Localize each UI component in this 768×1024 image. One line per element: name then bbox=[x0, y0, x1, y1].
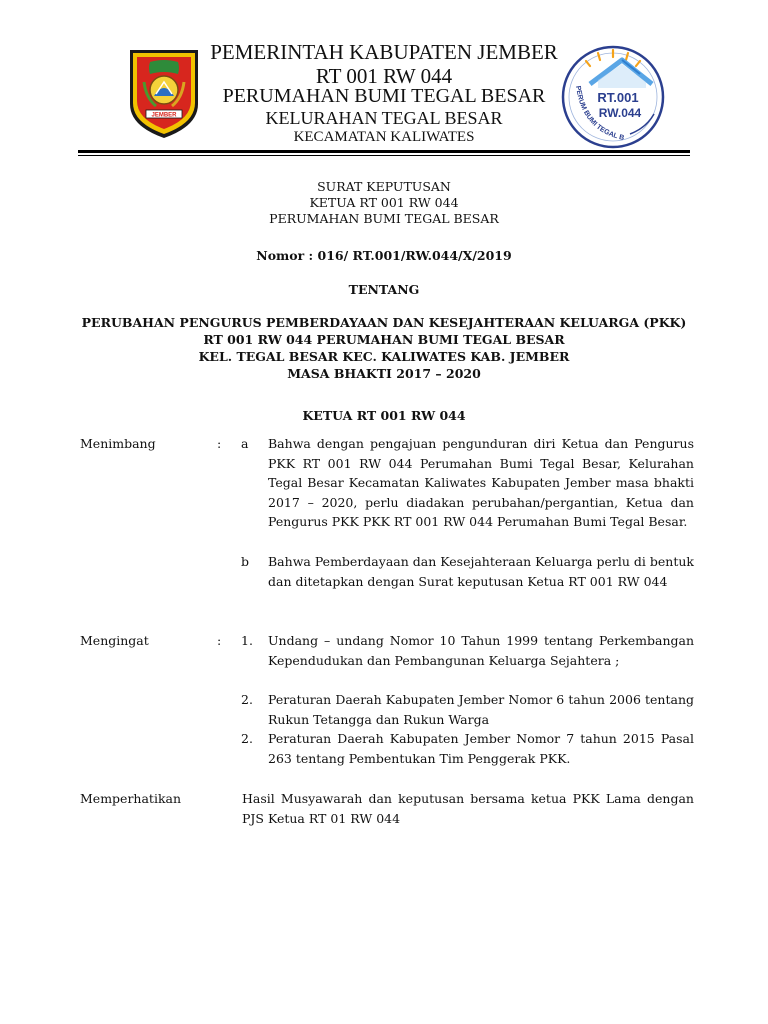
mengingat-marker-2: 2. bbox=[241, 692, 253, 707]
letterhead-rule-thin bbox=[78, 155, 690, 156]
menimbang-item-a: Bahwa dengan pengajuan pengunduran diri Ketua dan Pengurus PKK RT 001 RW 044 Perumahan Bumi Tegal Besar, Kelurahan Tegal Besar Kecamatan Kaliwates Kabupaten Jember masa bhakti 2017 – 2020, perlu diadakan perubahan/pergantian, Ketua dan Pengurus PKK PKK RT 001 RW 044 Perumahan Bumi Tegal Besar. bbox=[268, 436, 694, 529]
mengingat-item-2: Peraturan Daerah Kabupaten Jember Nomor 6 tahun 2006 tentang Rukun Tetangga dan Rukun Warga bbox=[268, 692, 694, 727]
mengingat-marker-1: 1. bbox=[241, 633, 253, 648]
letterhead-rt-rw: RT 001 RW 044 bbox=[315, 64, 453, 88]
decree-number: Nomor : 016/ RT.001/RW.044/X/2019 bbox=[256, 248, 512, 263]
subject-line-1: PERUBAHAN PENGURUS PEMBERDAYAAN DAN KESEJAHTERAAN KELUARGA (PKK) bbox=[81, 315, 687, 330]
menimbang-marker-b: b bbox=[241, 554, 250, 569]
menimbang-label: Menimbang bbox=[80, 436, 156, 451]
tentang-heading: TENTANG bbox=[348, 282, 420, 297]
issuer-heading: KETUA RT 001 RW 044 bbox=[302, 408, 466, 423]
subject-line-2: RT 001 RW 044 PERUMAHAN BUMI TEGAL BESAR bbox=[203, 332, 565, 347]
subject-line-3: KEL. TEGAL BESAR KEC. KALIWATES KAB. JEMBER bbox=[198, 349, 570, 364]
right-logo-rt: RT.001 bbox=[597, 90, 639, 105]
decree-issuer-title: KETUA RT 001 RW 044 bbox=[309, 195, 459, 210]
jember-regency-logo bbox=[126, 46, 202, 140]
letterhead-kecamatan: KECAMATAN KALIWATES bbox=[293, 129, 475, 145]
menimbang-colon: : bbox=[217, 436, 222, 451]
mengingat-item-3: Peraturan Daerah Kabupaten Jember Nomor 7 tahun 2015 Pasal 263 tentang Pembentukan Tim Penggerak PKK. bbox=[268, 731, 694, 766]
right-logo-arc-text: PERUM BUMI TEGAL B bbox=[574, 85, 625, 142]
rt-rw-logo bbox=[560, 44, 666, 150]
menimbang-marker-a: a bbox=[241, 436, 249, 451]
mengingat-marker-3: 2. bbox=[241, 731, 253, 746]
mengingat-colon: : bbox=[217, 633, 222, 648]
menimbang-item-b: Bahwa Pemberdayaan dan Kesejahteraan Keluarga perlu di bentuk dan ditetapkan dengan Surat keputusan Ketua RT 001 RW 044 bbox=[268, 554, 694, 589]
decree-title: SURAT KEPUTUSAN bbox=[317, 179, 451, 194]
letterhead-regency: PEMERINTAH KABUPATEN JEMBER bbox=[210, 40, 558, 64]
memperhatikan-text: Hasil Musyawarah dan keputusan bersama ketua PKK Lama dengan PJS Ketua RT 01 RW 044 bbox=[242, 791, 694, 826]
subject-line-4: MASA BHAKTI 2017 – 2020 bbox=[287, 366, 481, 381]
mengingat-label: Mengingat bbox=[80, 633, 149, 648]
right-logo-rw: RW.044 bbox=[598, 106, 642, 120]
letterhead-kelurahan: KELURAHAN TEGAL BESAR bbox=[265, 108, 503, 128]
memperhatikan-label: Memperhatikan bbox=[80, 791, 182, 806]
letterhead-rule-thick bbox=[78, 150, 690, 153]
left-logo-text: JEMBER bbox=[151, 112, 177, 119]
letterhead-housing: PERUMAHAN BUMI TEGAL BESAR bbox=[222, 85, 546, 107]
mengingat-item-1: Undang – undang Nomor 10 Tahun 1999 tentang Perkembangan Kependudukan dan Pembangunan Keluarga Sejahtera ; bbox=[268, 633, 694, 668]
decree-housing-title: PERUMAHAN BUMI TEGAL BESAR bbox=[269, 211, 499, 226]
